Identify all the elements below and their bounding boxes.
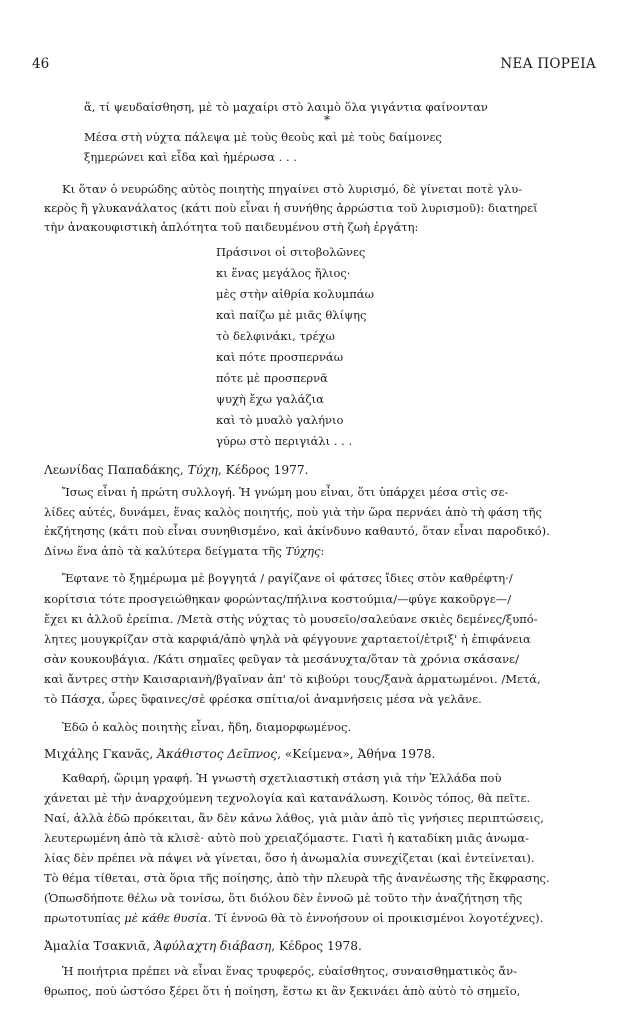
citation-details: , Κέδρος 1977. xyxy=(217,463,309,477)
paragraph-line: ἐκζήτησης (κάτι ποὺ εἶναι συνηθισμένο, καὶ ἀκίνδυνο καθαυτό, ὅταν εἶναι παροδικό). xyxy=(44,524,550,538)
paragraph-line: Τὸ θέμα τίθεται, στὰ ὅρια τῆς ποίησης, ἀπὸ τὴν πλευρὰ τῆς ἀνανέωσης τῆς ἔκφρασης. xyxy=(44,871,550,885)
running-head: ΝΕΑ ΠΟΡΕΙΑ xyxy=(500,56,596,72)
paragraph-line: Ναί, ἀλλὰ ἐδῶ πρόκειται, ἂν δὲν κάνω λάθος, γιὰ μιὰν ἀπὸ τὶς γνήσιες περιπτώσεις, xyxy=(44,811,544,825)
poem-line: μὲς στὴν αἰθρία κολυμπάω xyxy=(216,287,374,301)
verse-line: ἅ, τί ψευδαίσθηση, μὲ τὸ μαχαίρι στὸ λαιμὸ ὅλα γιγάντια φαίνονταν xyxy=(84,100,488,114)
paragraph-line: Κι ὅταν ὁ νευρώδης αὐτὸς ποιητὴς πηγαίνει στὸ λυρισμό, δὲ γίνεται ποτὲ γλυ- xyxy=(62,182,523,196)
paragraph-line: (Ὁπωσδήποτε θέλω νὰ τονίσω, ὅτι διόλου δὲν ἐννοῶ μὲ τοῦτο τὴν ἀναζήτηση τῆς xyxy=(44,891,523,905)
paragraph-line: χάνεται μὲ τὴν ἀναρχούμενη τεχνολογία καὶ κατανάλωση. Κοινὸς τόπος, θὰ πεῖτε. xyxy=(44,791,531,805)
quote-line: ἔχει κι ἀλλοῦ ἐρείπια. /Μετὰ στὴς νύχτας τὸ μουσεῖο/σαλεύανε σκιὲς δεμένες/ξυπό- xyxy=(44,612,538,626)
citation-details: , «Κείμενα», Ἀθήνα 1978. xyxy=(277,747,436,761)
quote-line: λητες μουγκρίζαν στὰ καρφιά/ἀπὸ ψηλὰ νὰ φέγγουνε χαρταετοί/ἐτριξ' ἡ ἐπιφάνεια xyxy=(44,632,531,646)
citation-details: , Κέδρος 1978. xyxy=(271,939,362,953)
quote-line: καὶ ἄντρες στὴν Καισαριανὴ/βγαῖναν ἀπ' τὸ κιβούρι τους/ξανὰ ἁρματωμένοι. /Μετά, xyxy=(44,672,541,686)
paragraph-line: Δίνω ἕνα ἀπὸ τὰ καλύτερα δείγματα τῆς Τύχης: xyxy=(44,544,325,558)
page-number: 46 xyxy=(32,56,50,72)
paragraph-line: Καθαρή, ὥριμη γραφή. Ἡ γνωστὴ σχετλιαστικὴ στάση γιὰ τὴν Ἑλλάδα ποὺ xyxy=(62,771,502,785)
book-citation xyxy=(44,463,309,477)
quote-line: Ἔφτανε τὸ ξημέρωμα μὲ βογγητά / ραγίζανε οἱ φάτσες ἴδιες στὸν καθρέφτη·/ xyxy=(62,571,513,585)
paragraph-line: Ἡ ποιήτρια πρέπει νὰ εἶναι ἕνας τρυφερός, εὐαίσθητος, συναισθηματικὸς ἄν- xyxy=(62,964,517,978)
poem-line: Πράσινοι οἱ σιτοβολῶνες xyxy=(216,245,366,259)
citation-title: Ἀκάθιστος Δεῖπνος xyxy=(157,747,278,761)
citation-author: Ἀμαλία Τσακνιᾶ, xyxy=(44,939,155,953)
poem-line: ψυχὴ ἔχω γαλάζια xyxy=(216,392,324,406)
paragraph-line: λίδες αὐτές, δυνάμει, ἕνας καλὸς ποιητής, ποὺ γιὰ τὴν ὥρα περνάει ἀπὸ τὴ φάση τῆς xyxy=(44,505,542,519)
verse-line: ξημερώνει καὶ εἶδα καὶ ἡμέρωσα . . . xyxy=(84,150,297,164)
poem-line: πότε μὲ προσπερνᾶ xyxy=(216,371,328,385)
paragraph-line: τὴν ἀνακουφιστικὴ ἁπλότητα τοῦ παιδευμένου στὴ ζωὴ ἐργάτη: xyxy=(44,220,419,234)
book-citation xyxy=(44,747,435,761)
page-header xyxy=(32,56,596,76)
paragraph-line: λίας δὲν πρέπει νὰ πάψει νὰ γίνεται, ὅσο ἡ ἀνωμαλία συνεχίζεται (καὶ ἐντείνεται). xyxy=(44,851,535,865)
poem-line: κι ἕνας μεγάλος ἥλιος· xyxy=(216,266,351,280)
citation-title: Τύχη xyxy=(187,463,218,477)
verse-line: Μέσα στὴ νύχτα πάλεψα μὲ τοὺς θεοὺς καὶ μὲ τοὺς δαίμονες xyxy=(84,130,442,144)
poem-line: γύρω στὸ περιγιάλι . . . xyxy=(216,434,353,448)
citation-author: Μιχάλης Γκανᾶς, xyxy=(44,747,158,761)
poem-line: καὶ τὸ μυαλὸ γαλήνιο xyxy=(216,413,344,427)
paragraph-line: πρωτοτυπίας μὲ κάθε θυσία. Τί ἐννοῶ θὰ τὸ ἐννοήσουν οἱ προικισμένοι λογοτέχνες). xyxy=(44,911,544,925)
paragraph-line: κερὸς ἢ γλυκανάλατος (κάτι ποὺ εἶναι ἡ συνήθης ἀρρώστια τοῦ λυρισμοῦ): διατηρεῖ xyxy=(44,201,538,215)
paragraph-line: θρωπος, ποὺ ὡστόσο ξέρει ὅτι ἡ ποίηση, ἔστω κι ἂν ξεκινάει ἀπὸ αὐτὸ τὸ σημεῖο, xyxy=(44,984,521,998)
paragraph-line: λευτερωμένη ἀπὸ τὰ κλισὲ· αὐτὸ ποὺ χρειαζόμαστε. Γιατὶ ἡ καταδίκη μιᾶς ἀνωμα- xyxy=(44,831,530,845)
quote-line: τὸ Πάσχα, ὧρες ὕφαινες/σὲ φρέσκα σπίτια/οἱ ἀναμνήσεις μέσα νὰ γελᾶνε. xyxy=(44,692,482,706)
paragraph-line: Ἴσως εἶναι ἡ πρώτη συλλογή. Ἡ γνώμη μου εἶναι, ὅτι ὑπάρχει μέσα στὶς σε- xyxy=(62,485,509,499)
quote-line: κορίτσια τότε προσγειώθηκαν φορώντας/πήλινα κοστούμια/—φύγε κακοῦργε—/ xyxy=(44,592,512,606)
section-separator: * xyxy=(324,113,330,127)
poem-line: τὸ δελφινάκι, τρέχω xyxy=(216,329,335,343)
poem-line: καὶ πότε προσπερνάω xyxy=(216,350,344,364)
paragraph-line: Ἐδῶ ὁ καλὸς ποιητὴς εἶναι, ἤδη, διαμορφωμένος. xyxy=(62,720,352,734)
citation-author: Λεωνίδας Παπαδάκης, xyxy=(44,463,188,477)
book-citation xyxy=(44,939,362,953)
citation-title: Ἀφύλαχτη διάβαση xyxy=(154,939,272,953)
quote-line: σὰν κουκουβάγια. /Κάτι σημαῖες φεῦγαν τὰ μεσάνυχτα/ὅταν τὰ χρόνια σκάσανε/ xyxy=(44,652,520,666)
poem-line: καὶ παίζω μὲ μιᾶς θλίψης xyxy=(216,308,367,322)
